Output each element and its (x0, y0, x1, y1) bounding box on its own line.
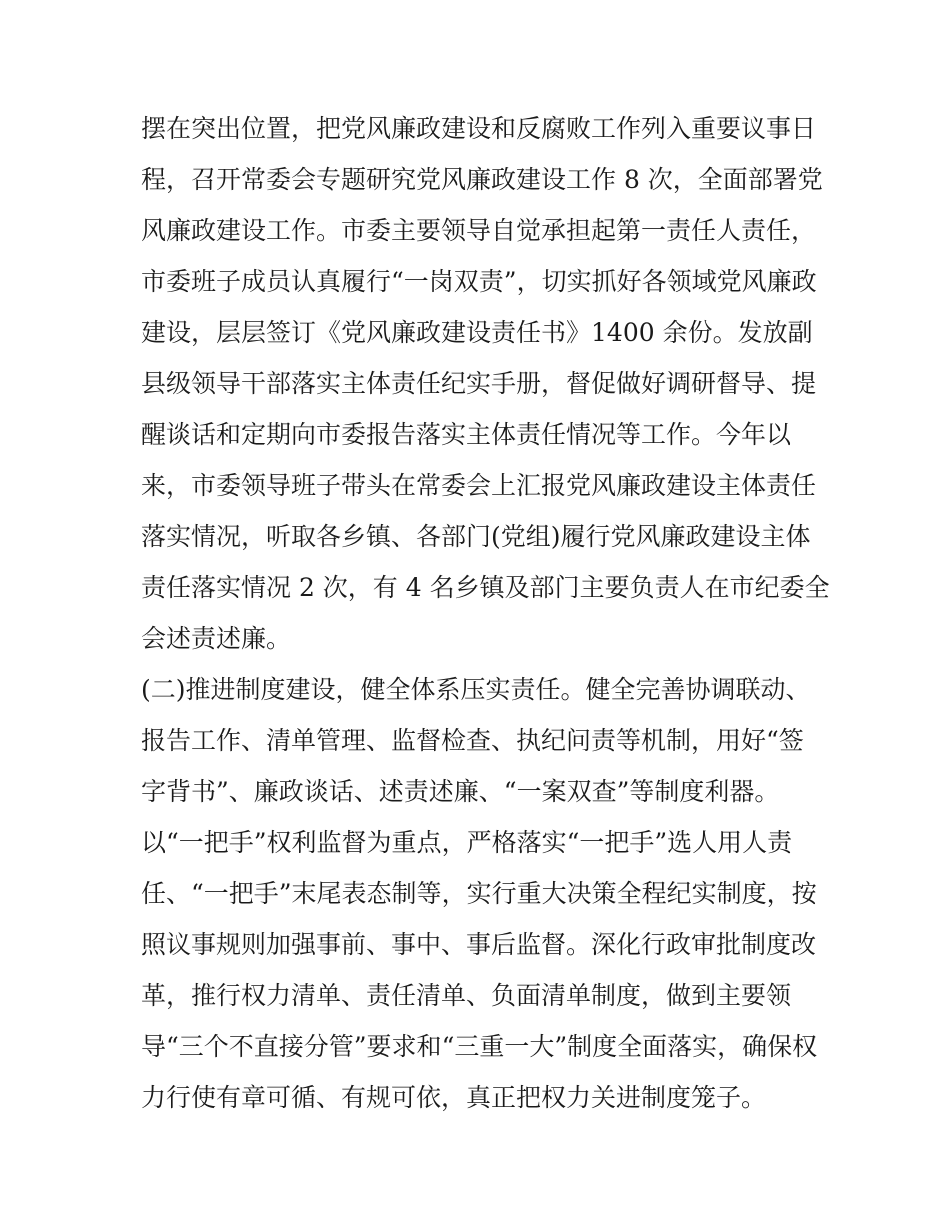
text-line: 以“一把手”权利监督为重点，严格落实“一把手”选人用人责 (141, 828, 793, 857)
text-line: 落实情况，听取各乡镇、各部门(党组)履行党风廉政建设主体 (141, 522, 811, 551)
text-line: 会述责述廉。 (141, 624, 292, 653)
text-line: 任、“一把手”末尾表态制等，实行重大决策全程纪实制度，按 (141, 879, 817, 908)
text-line: 程，召开常委会专题研究党风廉政建设工作 8 次，全面部署党 (141, 165, 823, 194)
section-heading-line: (二)推进制度建设，健全体系压实责任。健全完善协调联动、 (141, 675, 811, 704)
text-line: 市委班子成员认真履行“一岗双责”，切实抓好各领域党风廉政 (141, 267, 817, 296)
text-line: 字背书”、廉政谈话、述责述廉、“一案双查”等制度利器。 (141, 777, 780, 806)
text-line: 导“三个不直接分管”要求和“三重一大”制度全面落实，确保权 (141, 1032, 818, 1061)
text-line: 来，市委领导班子带头在常委会上汇报党风廉政建设主体责任 (141, 471, 817, 500)
text-line: 风廉政建设工作。市委主要领导自觉承担起第一责任人责任， (141, 216, 817, 245)
text-line: 照议事规则加强事前、事中、事后监督。深化行政审批制度改 (141, 930, 817, 959)
text-line: 力行使有章可循、有规可依，真正把权力关进制度笼子。 (141, 1083, 767, 1112)
text-line: 革，推行权力清单、责任清单、负面清单制度，做到主要领 (141, 981, 792, 1010)
text-line: 报告工作、清单管理、监督检查、执纪问责等机制，用好“签 (141, 726, 804, 755)
text-line: 建设，层层签订《党风廉政建设责任书》1400 余份。发放副 (141, 318, 813, 347)
text-line: 责任落实情况 2 次，有 4 名乡镇及部门主要负责人在市纪委全 (141, 573, 830, 602)
text-line: 醒谈话和定期向市委报告落实主体责任情况等工作。今年以 (141, 420, 792, 449)
text-line: 县级领导干部落实主体责任纪实手册，督促做好调研督导、提 (141, 369, 817, 398)
text-line: 摆在突出位置，把党风廉政建设和反腐败工作列入重要议事日 (141, 114, 817, 143)
